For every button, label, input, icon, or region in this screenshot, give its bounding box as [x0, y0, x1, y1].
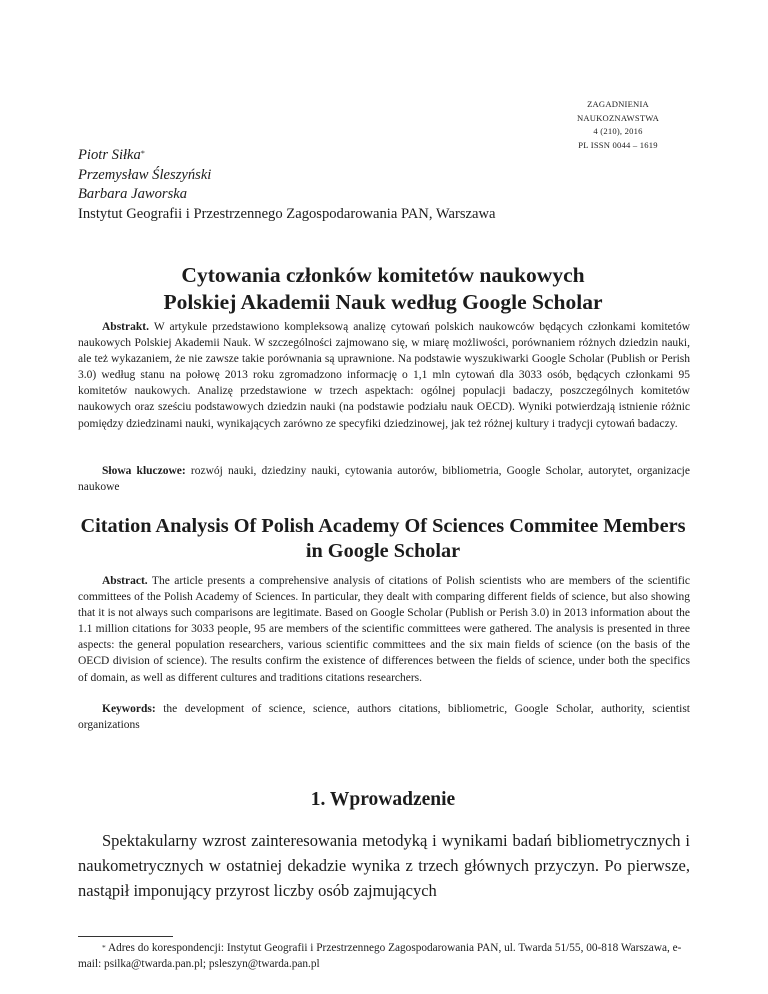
title-pl-line: Polskiej Akademii Nauk według Google Scholar	[163, 290, 603, 314]
body-text: Spektakularny wzrost zainteresowania metodyką i wynikami badań bibliometrycznych i naukometrycznych w ostatniej dekadzie wynika z trzech głównych przyczyn. Po pierwsze, nastąpił imponujący przyrost liczby osób zajmujących	[78, 831, 690, 900]
paper-title-pl	[78, 262, 688, 316]
keywords-en-text: the development of science, science, authors citations, bibliometric, Google Scholar, authority, scientist organizations	[78, 703, 690, 732]
abstract-pl-label: Abstrakt.	[102, 321, 149, 333]
footnote-marker: *	[140, 149, 145, 158]
author-name: Piotr Siłka	[78, 147, 141, 163]
footnote-divider	[78, 936, 173, 937]
keywords-pl-label: Słowa kluczowe:	[102, 465, 186, 477]
abstract-pl	[78, 319, 690, 432]
paper-title-en	[78, 514, 688, 563]
title-en-line: in Google Scholar	[305, 539, 461, 562]
keywords-pl-text: rozwój nauki, dziedziny nauki, cytowania autorów, bibliometria, Google Scholar, autorytet, organizacje naukowe	[78, 465, 690, 494]
author-block	[78, 146, 495, 224]
author-name: Barbara Jaworska	[78, 186, 188, 203]
journal-issn: PL ISSN 0044 – 1619	[578, 139, 658, 150]
keywords-pl	[78, 463, 690, 495]
section-heading: 1. Wprowadzenie	[310, 789, 456, 810]
title-pl-line: Cytowania członków komitetów naukowych	[181, 263, 585, 287]
journal-name-line2: NAUKOZNAWSTWA	[576, 112, 660, 123]
footnote	[78, 941, 690, 972]
abstract-pl-text: W artykule przedstawiono kompleksową analizę cytowań polskich naukowców będących członkami komitetów naukowych Polskiej Akademii Nauk. W szczególności zajmowano się, w miarę możliwości, porównaniem różnych dziedzin nauki, ale też wykazaniem, że nie zawsze takie porównania są uprawnione. Na podstawie wyszukiwarki Google Scholar (Publish or Perish 3.0) według stanu na połowę 2013 roku zgromadzono informację o 1,1 mln cytowań dla 3033 osób, będących członkami 95 komitetów naukowych. Analizę przedstawione w trzech aspektach: ogólnej populacji badaczy, poszczególnych komitetów naukowych oraz sześciu podstawowych dziedzin nauki (na podstawie podziału nauk OECD). Wyniki potwierdzają istnienie różnic pomiędzy dziedzinami nauki, wynikających zarówno ze specyfiki dziedzinowej, jak też różnej kultury i tradycji cytowań badaczy.	[78, 321, 691, 430]
abstract-en-label: Abstract.	[102, 575, 148, 587]
title-en-line: Citation Analysis Of Polish Academy Of Sciences Commitee Members	[80, 515, 686, 537]
keywords-en-label: Keywords:	[102, 703, 156, 715]
author-name: Przemysław Śleszyński	[78, 166, 212, 183]
author-affiliation: Instytut Geografii i Przestrzennego Zagospodarowania PAN, Warszawa	[78, 205, 496, 222]
abstract-en-text: The article presents a comprehensive analysis of citations of Polish scientists who are members of the scientific committees of the Polish Academy of Sciences. In particular, they dealt with comparing different fields of science, but also showing that it is not always such comparisons are legitimate. Based on Google Scholar (Publish or Perish 3.0) in 2013 information about the 1.1 million citations for 3033 people, 95 are members of the scientific committees were gathered. The analysis is presented in three aspects: the general population researchers, various scientific committees and the six main fields of science (on the basis of the OECD division of science). The results confirm the existence of differences between the fields of science, under both the specifics of domain, as well as different cultures and traditions citations researchers.	[78, 575, 690, 684]
journal-info	[566, 98, 670, 152]
footnote-marker: *	[102, 943, 106, 952]
journal-issue: 4 (210), 2016	[593, 126, 643, 136]
footnote-text: Adres do korespondencji: Instytut Geografii i Przestrzennego Zagospodarowania PAN, ul. Twarda 51/55, 00-818 Warszawa, e-mail: psilka@twarda.pan.pl; psleszyn@twarda.pan.pl	[78, 942, 682, 970]
abstract-en	[78, 573, 690, 686]
keywords-en	[78, 701, 690, 733]
journal-name-line1: ZAGADNIENIA	[587, 99, 649, 109]
body-paragraph	[78, 828, 690, 903]
